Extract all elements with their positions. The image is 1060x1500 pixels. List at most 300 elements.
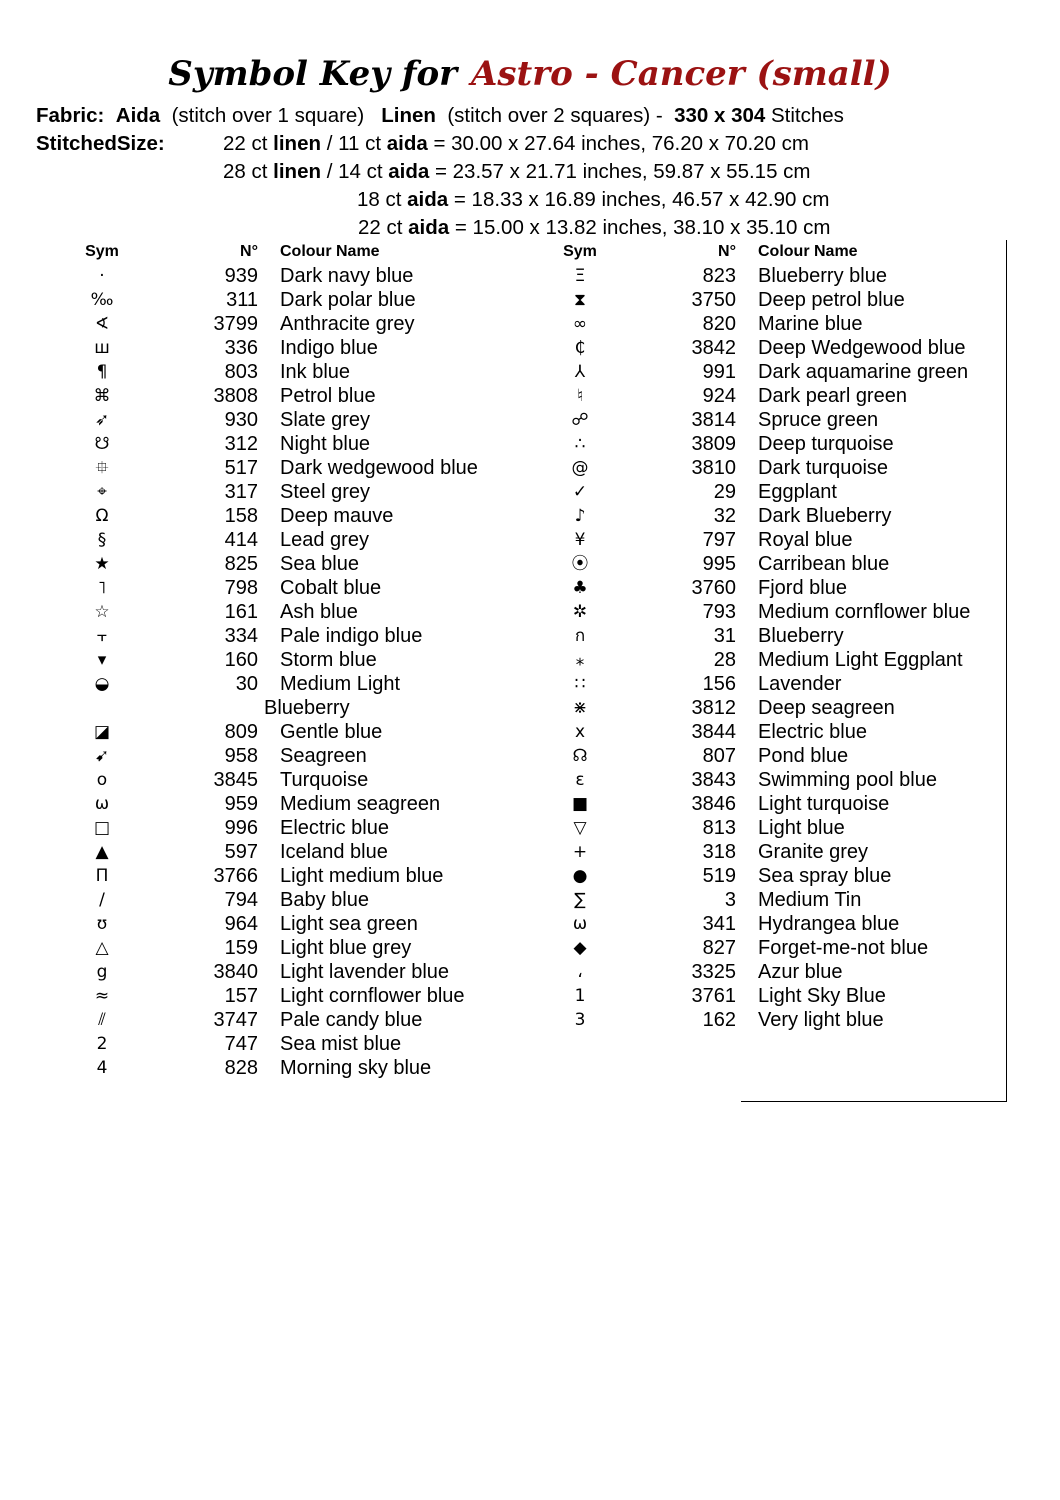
symbol-glyph: ω: [94, 794, 110, 814]
size-dimensions: = 30.00 x 27.64 inches, 76.20 x 70.20 cm: [433, 132, 809, 155]
colour-name: Dark turquoise: [758, 457, 889, 479]
table-border-right: [1006, 240, 1007, 1102]
header-sym: Sym: [85, 243, 119, 260]
dmc-number: 3: [724, 889, 736, 911]
symbol-glyph: §: [97, 530, 107, 550]
dmc-number: 312: [224, 433, 258, 455]
table-header: [538, 240, 998, 264]
colour-name: Carribean blue: [758, 553, 890, 575]
dmc-number: 3325: [691, 961, 736, 983]
size-dimensions: = 23.57 x 21.71 inches, 59.87 x 55.15 cm: [434, 160, 811, 183]
dmc-number: 318: [702, 841, 736, 863]
table-row: [538, 312, 998, 336]
symbol-glyph: 1: [574, 986, 586, 1006]
table-row: [538, 768, 998, 792]
dmc-number: 334: [224, 625, 258, 647]
header-colour-name: Colour Name: [758, 243, 858, 260]
size-line-22ct-linen: [223, 130, 809, 158]
colour-name: Deep mauve: [280, 505, 394, 527]
fabric-linen-note: (stitch over 2 squares) -: [447, 104, 663, 127]
dmc-number: 3844: [691, 721, 736, 743]
symbol-glyph: ₵: [574, 338, 586, 358]
colour-name: Light blue: [758, 817, 845, 839]
table-body-right: [538, 264, 998, 1032]
colour-name: Eggplant: [758, 481, 837, 503]
dmc-number: 414: [224, 529, 258, 551]
table-row: [60, 1008, 520, 1032]
symbol-glyph: ➶: [94, 410, 110, 430]
table-row: [60, 984, 520, 1008]
stitched-size-label: StitchedSize:: [36, 132, 165, 155]
table-row: [60, 600, 520, 624]
symbol-glyph: △: [95, 938, 109, 958]
table-row: [538, 816, 998, 840]
header-num: N°: [240, 243, 258, 260]
size-ct-alt: / 14 ct: [326, 160, 383, 183]
colour-name: Royal blue: [758, 529, 853, 551]
dmc-number: 157: [224, 985, 258, 1007]
fabric-aida: Aida: [115, 104, 161, 127]
symbol-glyph: ⧗: [574, 290, 586, 310]
dmc-number: 336: [224, 337, 258, 359]
table-row: [538, 408, 998, 432]
table-row: [538, 480, 998, 504]
table-row: [60, 576, 520, 600]
table-row: [60, 408, 520, 432]
table-row: [538, 456, 998, 480]
table-row: [538, 384, 998, 408]
colour-name: Pale candy blue: [280, 1009, 423, 1031]
table-row: [60, 960, 520, 984]
size-dimensions: = 18.33 x 16.89 inches, 46.57 x 42.90 cm: [453, 188, 830, 211]
dmc-number: 798: [224, 577, 258, 599]
table-row: [60, 792, 520, 816]
size-ct: 18 ct: [357, 188, 402, 211]
dmc-number: 809: [224, 721, 258, 743]
table-row: [538, 528, 998, 552]
symbol-glyph: ∞: [572, 314, 588, 334]
fabric-aida-note: (stitch over 1 square): [171, 104, 365, 127]
symbol-glyph: ☊: [572, 746, 588, 766]
dmc-number: 32: [713, 505, 736, 527]
symbol-glyph: g: [96, 962, 108, 982]
symbol-glyph: ⋇: [572, 698, 588, 718]
dmc-number: 813: [702, 817, 736, 839]
colour-name: Night blue: [280, 433, 371, 455]
colour-name: Storm blue: [280, 649, 377, 671]
symbol-glyph: ♣: [572, 578, 588, 598]
dmc-number: 3845: [213, 769, 258, 791]
table-row: [60, 720, 520, 744]
table-row: [60, 936, 520, 960]
symbol-glyph: 3: [574, 1010, 586, 1030]
table-header: [60, 240, 520, 264]
colour-name: Spruce green: [758, 409, 879, 431]
symbol-glyph: ☆: [94, 602, 110, 622]
table-row: [60, 648, 520, 672]
colour-name: Swimming pool blue: [758, 769, 937, 791]
dmc-number: 3812: [691, 697, 736, 719]
size-ct: 22 ct: [223, 132, 268, 155]
symbol-glyph: ʊ: [96, 914, 108, 934]
table-row: [60, 840, 520, 864]
colour-name: Sea blue: [280, 553, 359, 575]
symbol-glyph: ω: [572, 914, 588, 934]
table-row: [60, 360, 520, 384]
table-row: [60, 384, 520, 408]
symbol-glyph: □: [93, 818, 111, 838]
dmc-number: 823: [702, 265, 736, 287]
symbol-glyph: ◒: [94, 674, 110, 694]
table-row: [60, 264, 520, 288]
table-row: [60, 624, 520, 648]
size-line-18ct-aida: [357, 186, 829, 214]
dmc-number: 827: [702, 937, 736, 959]
symbol-glyph: ★: [94, 554, 110, 574]
colour-name: Marine blue: [758, 313, 863, 335]
table-row: [538, 960, 998, 984]
dmc-number: 803: [224, 361, 258, 383]
size-fabric-aida: aida: [407, 188, 449, 211]
fabric-linen: Linen: [381, 104, 436, 127]
table-row: [60, 336, 520, 360]
symbol-glyph: 4: [96, 1058, 108, 1078]
dmc-number: 794: [224, 889, 258, 911]
dmc-number: 159: [224, 937, 258, 959]
table-row: [538, 648, 998, 672]
symbol-glyph: ⦿: [571, 554, 589, 574]
colour-name: Light cornflower blue: [280, 985, 465, 1007]
header-colour-name: Colour Name: [280, 243, 380, 260]
symbol-glyph: ⫽: [98, 1010, 106, 1030]
header-sym: Sym: [563, 243, 597, 260]
dmc-number: 156: [702, 673, 736, 695]
colour-name: Dark Blueberry: [758, 505, 892, 527]
dmc-number: 341: [702, 913, 736, 935]
symbol-glyph: ♮: [576, 386, 584, 406]
symbol-glyph: ¶: [96, 362, 108, 382]
dmc-number: 28: [713, 649, 736, 671]
colour-name: Petrol blue: [280, 385, 376, 407]
table-row: [60, 744, 520, 768]
dmc-number: 3750: [691, 289, 736, 311]
dmc-number: 597: [224, 841, 258, 863]
symbol-glyph: ⅄: [574, 362, 586, 382]
table-row: [60, 480, 520, 504]
size-fabric-linen: linen: [273, 132, 321, 155]
size-fabric-aida: aida: [388, 160, 430, 183]
colour-name: Medium Light Eggplant: [758, 649, 963, 671]
header-num: N°: [718, 243, 736, 260]
size-fabric-aida: aida: [386, 132, 428, 155]
dmc-number: 820: [702, 313, 736, 335]
table-body-left: [60, 264, 520, 1080]
table-row: [538, 888, 998, 912]
dmc-number: 29: [713, 481, 736, 503]
symbol-glyph: ▾: [97, 650, 107, 670]
dmc-number: 930: [224, 409, 258, 431]
table-row: [60, 432, 520, 456]
symbol-glyph: Ω: [95, 506, 109, 526]
dmc-number: 517: [224, 457, 258, 479]
colour-name: Ink blue: [280, 361, 351, 383]
symbol-glyph: ¥: [574, 530, 586, 550]
dmc-number: 519: [702, 865, 736, 887]
colour-name: Deep seagreen: [758, 697, 895, 719]
colour-name: Medium seagreen: [280, 793, 441, 815]
dmc-number: 311: [226, 289, 258, 311]
table-row: [60, 456, 520, 480]
symbol-glyph: ⁎: [575, 650, 585, 670]
colour-name: Light turquoise: [758, 793, 890, 815]
table-row: [538, 744, 998, 768]
table-row: [538, 264, 998, 288]
dmc-number: 964: [224, 913, 258, 935]
dmc-number: 3766: [213, 865, 258, 887]
stitch-count: 330 x 304: [674, 104, 766, 127]
table-row: [538, 696, 998, 720]
colour-name: Seagreen: [280, 745, 367, 767]
symbol-glyph: o: [96, 770, 108, 790]
dmc-number: 3840: [213, 961, 258, 983]
colour-name: Slate grey: [280, 409, 371, 431]
dmc-number: 161: [224, 601, 258, 623]
colour-name: Light blue grey: [280, 937, 412, 959]
colour-name: Sea mist blue: [280, 1033, 402, 1055]
symbol-glyph: Ξ: [574, 266, 586, 286]
table-row: [60, 288, 520, 312]
dmc-number: 747: [224, 1033, 258, 1055]
table-row: [60, 504, 520, 528]
symbol-glyph: ɛ: [575, 770, 585, 790]
symbol-table-right: [538, 240, 998, 1032]
table-row: [538, 504, 998, 528]
size-ct-alt: / 11 ct: [326, 132, 382, 155]
colour-name: Ash blue: [280, 601, 358, 623]
page-title: [0, 52, 1060, 96]
symbol-glyph: ✲: [572, 602, 588, 622]
dmc-number: 3842: [691, 337, 736, 359]
fabric-line: [36, 102, 844, 130]
colour-name: Medium cornflower blue: [758, 601, 971, 623]
table-row: [538, 360, 998, 384]
table-row: [60, 864, 520, 888]
colour-name: Blueberry blue: [758, 265, 887, 287]
symbol-glyph: x: [574, 722, 586, 742]
dmc-number: 158: [224, 505, 258, 527]
symbol-glyph: ،: [577, 962, 583, 982]
colour-name: Hydrangea blue: [758, 913, 900, 935]
dmc-number: 825: [224, 553, 258, 575]
colour-name: Dark pearl green: [758, 385, 907, 407]
colour-name: Electric blue: [280, 817, 389, 839]
symbol-glyph: ·: [99, 266, 105, 286]
dmc-number: 3799: [213, 313, 258, 335]
size-fabric-aida: aida: [408, 216, 450, 239]
dmc-number: 996: [224, 817, 258, 839]
symbol-glyph: ☍: [571, 410, 589, 430]
dmc-number: 317: [224, 481, 258, 503]
colour-name: Light Sky Blue: [758, 985, 886, 1007]
dmc-number: 162: [702, 1009, 736, 1031]
symbol-glyph: ∢: [94, 314, 110, 334]
colour-name: Medium Tin: [758, 889, 862, 911]
table-row: [60, 672, 520, 720]
colour-name: Medium Light Blueberry: [264, 673, 401, 719]
table-row: [60, 912, 520, 936]
table-row: [538, 672, 998, 696]
table-row: [60, 312, 520, 336]
symbol-glyph: ☋: [94, 434, 110, 454]
dmc-number: 3843: [691, 769, 736, 791]
symbol-table-left: [60, 240, 520, 1080]
table-row: [538, 912, 998, 936]
size-line-28ct-linen: [223, 158, 811, 186]
colour-name: Very light blue: [758, 1009, 884, 1031]
colour-name: Deep turquoise: [758, 433, 894, 455]
table-row: [538, 936, 998, 960]
dmc-number: 939: [224, 265, 258, 287]
symbol-glyph: /: [99, 890, 105, 910]
symbol-glyph: ◪: [93, 722, 111, 742]
dmc-number: 924: [702, 385, 736, 407]
colour-name: Dark wedgewood blue: [280, 457, 478, 479]
title-prefix: Symbol Key for: [168, 54, 458, 94]
dmc-number: 3846: [691, 793, 736, 815]
symbol-glyph: ⯐: [95, 458, 109, 478]
colour-name: Iceland blue: [280, 841, 388, 863]
dmc-number: 793: [702, 601, 736, 623]
table-border-bottom: [741, 1101, 1007, 1102]
table-row: [538, 336, 998, 360]
colour-name: Cobalt blue: [280, 577, 382, 599]
symbol-glyph: ก: [574, 626, 586, 646]
dmc-number: 3809: [691, 433, 736, 455]
dmc-number: 3810: [691, 457, 736, 479]
colour-name: Blueberry: [758, 625, 844, 647]
symbol-glyph: @: [571, 458, 589, 478]
table-row: [60, 816, 520, 840]
symbol-glyph: ⌘: [93, 386, 111, 406]
dmc-number: 3747: [213, 1009, 258, 1031]
colour-name: Turquoise: [280, 769, 369, 791]
colour-name: Lavender: [758, 673, 842, 695]
table-row: [538, 576, 998, 600]
dmc-number: 3808: [213, 385, 258, 407]
colour-name: Fjord blue: [758, 577, 847, 599]
table-row: [538, 792, 998, 816]
table-row: [60, 768, 520, 792]
pattern-name: Astro - Cancer (small): [471, 54, 892, 94]
symbol-glyph: ‰: [90, 290, 114, 310]
table-row: [538, 288, 998, 312]
symbol-glyph: ≈: [94, 986, 110, 1006]
colour-name: Forget-me-not blue: [758, 937, 929, 959]
colour-name: Anthracite grey: [280, 313, 415, 335]
colour-name: Lead grey: [280, 529, 369, 551]
table-row: [60, 528, 520, 552]
colour-name: Sea spray blue: [758, 865, 892, 887]
table-row: [538, 864, 998, 888]
symbol-glyph: ˥: [97, 578, 107, 598]
symbol-glyph: ➹: [94, 746, 110, 766]
size-line-22ct-aida: [358, 214, 830, 242]
dmc-number: 160: [224, 649, 258, 671]
colour-name: Deep petrol blue: [758, 289, 905, 311]
table-row: [538, 984, 998, 1008]
fabric-label: Fabric:: [36, 104, 105, 127]
symbol-glyph: ш: [94, 338, 110, 358]
table-row: [60, 888, 520, 912]
table-row: [538, 432, 998, 456]
symbol-glyph: 2: [96, 1034, 108, 1054]
table-row: [538, 1008, 998, 1032]
symbol-glyph: ▲: [95, 842, 109, 862]
symbol-glyph: ▽: [573, 818, 587, 838]
symbol-glyph: ⫟: [96, 626, 108, 646]
dmc-number: 797: [702, 529, 736, 551]
symbol-glyph: ●: [572, 866, 588, 886]
symbol-glyph: ∷: [574, 674, 586, 694]
colour-name: Steel grey: [280, 481, 371, 503]
colour-name: Morning sky blue: [280, 1057, 432, 1079]
dmc-number: 958: [224, 745, 258, 767]
stitch-word: Stitches: [770, 104, 844, 127]
dmc-number: 3814: [691, 409, 736, 431]
dmc-number: 807: [702, 745, 736, 767]
dmc-number: 828: [224, 1057, 258, 1079]
colour-name: Pale indigo blue: [280, 625, 423, 647]
size-fabric-linen: linen: [273, 160, 321, 183]
table-row: [60, 1032, 520, 1056]
dmc-number: 31: [713, 625, 736, 647]
colour-name: Baby blue: [280, 889, 369, 911]
symbol-glyph: ⌖: [97, 482, 107, 502]
table-row: [538, 552, 998, 576]
colour-name: Light sea green: [280, 913, 418, 935]
table-row: [538, 720, 998, 744]
colour-name: Light lavender blue: [280, 961, 450, 983]
symbol-glyph: ■: [571, 794, 589, 814]
table-row: [538, 624, 998, 648]
colour-name: Deep Wedgewood blue: [758, 337, 966, 359]
dmc-number: 991: [702, 361, 736, 383]
dmc-number: 995: [702, 553, 736, 575]
colour-name: Indigo blue: [280, 337, 378, 359]
colour-name: Azur blue: [758, 961, 843, 983]
colour-name: Gentle blue: [280, 721, 383, 743]
colour-name: Granite grey: [758, 841, 869, 863]
dmc-number: 30: [235, 673, 258, 695]
size-ct: 22 ct: [358, 216, 403, 239]
colour-name: Electric blue: [758, 721, 867, 743]
colour-name: Dark aquamarine green: [758, 361, 969, 383]
table-row: [60, 552, 520, 576]
colour-name: Dark polar blue: [280, 289, 416, 311]
size-dimensions: = 15.00 x 13.82 inches, 38.10 x 35.10 cm: [454, 216, 831, 239]
symbol-glyph: +: [572, 842, 588, 862]
colour-name: Dark navy blue: [280, 265, 414, 287]
table-row: [60, 1056, 520, 1080]
symbol-glyph: Π: [95, 866, 109, 886]
colour-name: Pond blue: [758, 745, 849, 767]
dmc-number: 3761: [691, 985, 736, 1007]
symbol-glyph: ∑: [574, 890, 586, 910]
size-ct: 28 ct: [223, 160, 268, 183]
symbol-glyph: ♪: [574, 506, 586, 526]
symbol-glyph: ◆: [573, 938, 587, 958]
table-row: [538, 600, 998, 624]
